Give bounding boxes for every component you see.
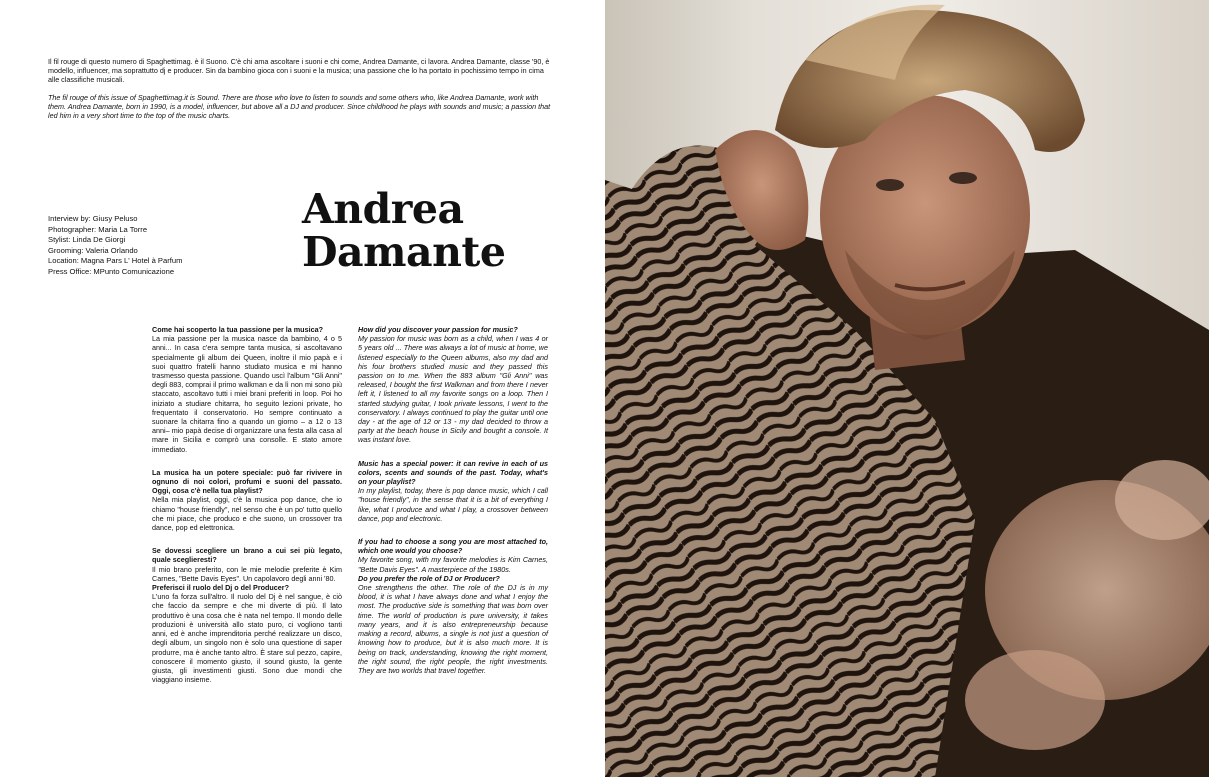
question-4-it: Preferisci il ruolo del Dj o del Producer? (152, 583, 289, 593)
question-3-it: Se dovessi scegliere un brano a cui sei più legato, quale sceglieresti? (152, 546, 342, 565)
title-line-1: Andrea (302, 185, 464, 233)
question-4-en: Do you prefer the role of DJ or Producer? (358, 573, 500, 583)
credit-photographer: Photographer: Maria La Torre (48, 224, 148, 234)
credit-stylist: Stylist: Linda De Giorgi (48, 235, 126, 244)
question-3-en: If you had to choose a song you are most attached to, which one would you choose? (358, 537, 548, 556)
credit-location: Location: Magna Pars L' Hotel à Parfum (48, 256, 183, 265)
credit-interview: Interview by: Giusy Peluso (48, 214, 138, 223)
answer-3-en: My favorite song, with my favorite melodies is Kim Carnes, "Bette Davis Eyes". A masterpiece of the 1980s. (358, 555, 548, 574)
answer-1-it: La mia passione per la musica nasce da bambino, 4 o 5 anni... In casa c'era sempre tanta musica, si ascoltavano specialmente gli album dei Queen, inoltre il mio papà e i suoi quattro fratelli hanno studiato musica e mi hanno trasmesso questa passione. Quando uscì l'album "Gli Anni" degli 883, comprai il primo walkman e da lì non mi sono più staccato, ascoltavo tutti i miei brani preferiti in loop. Poi ho iniziato a studiare chitarra, ho seguito lezioni private, ho frequentato il conservatorio. Ho sempre continuato a suonare la chitarra fino a quando un giorno – a 12 o 13 anni– mio papà decise di organizzare una festa alla casa al mare in Sicilia e comprò una consolle. E stato amore immediato. (152, 334, 342, 454)
intro-english: The fil rouge of this issue of Spaghettimag.it is Sound. There are those who love to listen to sounds and some others who, like Andrea Damante, work with them. Andrea Damante, born in 1990, is a model, influencer, but above all a DJ and producer. Since childhood he plays with sounds and music; a passion that led him in a very short time to the top of the music charts. (48, 93, 551, 121)
intro-italian: Il fil rouge di questo numero di Spaghettimag. è il Suono. C'è chi ama ascoltare i suoni e chi come, Andrea Damante, ci lavora. Andrea Damante, classe '90, è modello, influencer, ma soprattutto dj e producer. Sin da bambino gioca con i suoni e la musica; una passione che lo ha portato in pochissimo tempo in cima alle classifiche musicali. (48, 57, 550, 85)
intro (48, 57, 554, 130)
credits (48, 214, 288, 277)
question-1-en: How did you discover your passion for music? (358, 325, 518, 334)
credit-grooming: Grooming: Valeria Orlando (48, 245, 138, 255)
article-title (302, 185, 506, 276)
answer-4-it: L'uno fa forza sull'altro. Il ruolo del Dj è nel sangue, è ciò che faccio da sempre e che mi diverte di più. Il lato produttivo è una cosa che è nata nel tempo. Il mondo delle produzioni è università allo stato puro, ci vogliono tanti anni, ed è anche imprenditoria perché realizzare un disco, degli album, un singolo non è solo una questione di saper produrre, ma è anche tanto altro. È stare sul pezzo, capire, conoscere il momento giusto, il sound giusto, la gente giusta, gli investimenti giusti. Sono due mondi che viaggiano insieme. (152, 592, 342, 685)
answer-2-en: In my playlist, today, there is pop dance music, which I call "house friendly", in the sense that it is a bit of everything I like, what I produce and what I play, a crossover between dance, pop and electronic. (358, 486, 548, 523)
question-1-it: Come hai scoperto la tua passione per la musica? (152, 325, 323, 334)
portrait-illustration (605, 0, 1209, 777)
answer-3-it: Il mio brano preferito, con le mie melodie preferite è Kim Carnes, "Bette Davis Eyes". Un capolavoro degli anni '80. (152, 564, 342, 583)
answer-2-it: Nella mia playlist, oggi, c'è la musica pop dance, che io chiamo "house friendly", nel senso che è un po' tutto quello che mi piace, che produco e che suono, un crossover tra dance, pop ed elettronica. (152, 495, 342, 533)
answer-1-en: My passion for music was born as a child, when I was 4 or 5 years old ... There was always a lot of music at home, we listened especially to the Queen albums, also my dad and his four brothers studied music and they passed this passion on to me. When the 883 album "Gli Anni" was released, I bought the first Walkman and from there I never left it, I listened to all my favorite songs on a loop. Then I started studying guitar, I took private lessons, I went to the conservatory. I always continued to play the guitar until one day - at the age of 12 or 13 - my dad decided to throw a party at the beach house in Sicily and bought a console. It was instant love. (358, 334, 548, 445)
column-english (358, 325, 548, 675)
title-line-2: Damante (302, 228, 506, 276)
question-2-en: Music has a special power: it can revive in each of us colors, scents and sounds of the past. Today, what's on your playlist? (358, 458, 548, 487)
question-2-it: La musica ha un potere speciale: può far rivivere in ognuno di noi colori, profumi e suoni del passato. Oggi, cosa c'è nella tua playlist? (152, 467, 342, 496)
portrait-photo (605, 0, 1209, 777)
credit-press-office: Press Office: MPunto Comunicazione (48, 266, 175, 276)
answer-4-en: One strengthens the other. The role of the DJ is in my blood, it is what I have always done and what I enjoy the most. The productive side is something that was born over time. The world of production is pure university, it takes many years, and it is also entrepreneurship because making a record, albums, a single is not just a question of knowing how to produce, but it is also much more. It is being on track, understanding, knowing the right moment, the right sound, the right people, the right investments. They are two worlds that travel together. (358, 583, 548, 675)
column-italian (152, 325, 342, 684)
